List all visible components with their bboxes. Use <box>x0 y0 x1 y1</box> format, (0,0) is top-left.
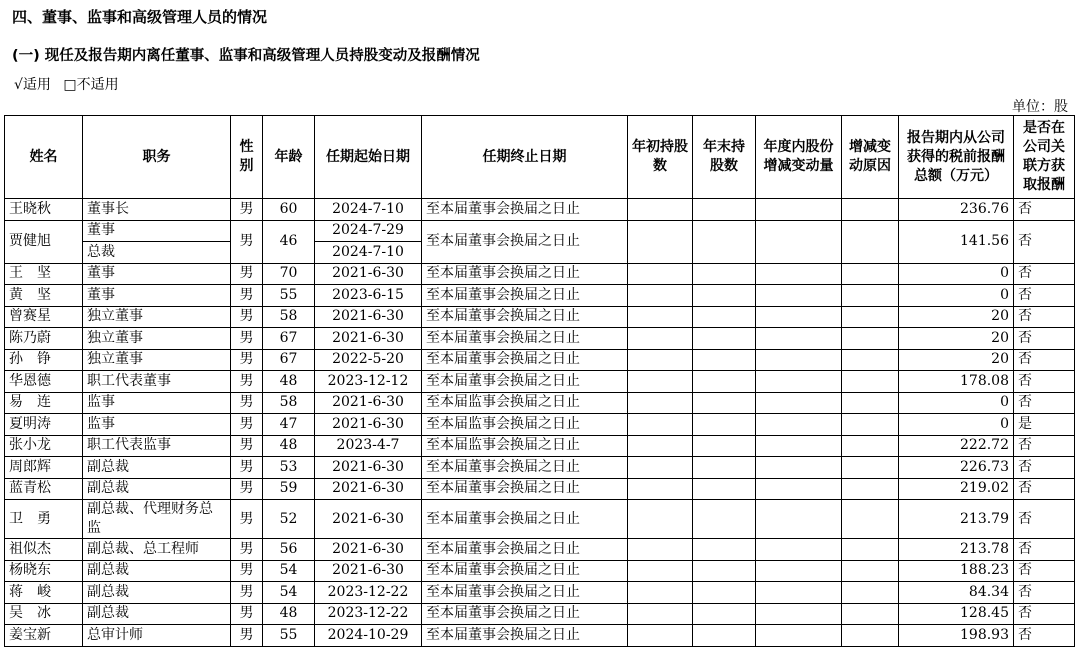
cell-age: 54 <box>263 560 315 582</box>
cell-gender: 男 <box>231 478 263 500</box>
cell-title: 董事 <box>83 263 231 285</box>
cell-end-shares <box>693 263 756 285</box>
cell-start: 2021-6-30 <box>315 263 422 285</box>
cell-pay: 128.45 <box>899 603 1014 625</box>
cell-start: 2021-6-30 <box>315 478 422 500</box>
cell-start-shares <box>628 306 693 328</box>
cell-age: 48 <box>263 371 315 393</box>
table-row <box>5 457 1075 479</box>
cell-age: 67 <box>263 349 315 371</box>
cell-pay: 198.93 <box>899 625 1014 647</box>
cell-start-shares <box>628 582 693 604</box>
cell-related: 否 <box>1014 220 1075 263</box>
cell-pay: 0 <box>899 414 1014 436</box>
cell-related: 否 <box>1014 263 1075 285</box>
cell-end-shares <box>693 199 756 221</box>
cell-age: 70 <box>263 263 315 285</box>
cell-change-reason <box>842 349 899 371</box>
cell-gender: 男 <box>231 285 263 307</box>
cell-start-shares <box>628 478 693 500</box>
cell-related: 否 <box>1014 560 1075 582</box>
cell-start-shares <box>628 414 693 436</box>
cell-start: 2021-6-30 <box>315 392 422 414</box>
cell-end: 至本届董事会换届之日止 <box>422 539 628 561</box>
cell-name: 祖似杰 <box>5 539 83 561</box>
cell-start: 2021-6-30 <box>315 539 422 561</box>
col-header-change-reason: 增减变动原因 <box>842 116 899 199</box>
cell-share-change <box>756 285 842 307</box>
cell-related: 是 <box>1014 414 1075 436</box>
cell-start-shares <box>628 500 693 539</box>
cell-change-reason <box>842 199 899 221</box>
table-row <box>5 328 1075 350</box>
cell-pay: 20 <box>899 328 1014 350</box>
cell-title: 董事长 <box>83 199 231 221</box>
cell-age: 46 <box>263 220 315 263</box>
cell-change-reason <box>842 220 899 263</box>
cell-share-change <box>756 349 842 371</box>
cell-end-shares <box>693 285 756 307</box>
table-row <box>5 582 1075 604</box>
cell-pay: 178.08 <box>899 371 1014 393</box>
cell-age: 53 <box>263 457 315 479</box>
table-row <box>5 371 1075 393</box>
cell-share-change <box>756 392 842 414</box>
cell-end: 至本届董事会换届之日止 <box>422 625 628 647</box>
cell-share-change <box>756 199 842 221</box>
cell-change-reason <box>842 539 899 561</box>
cell-start: 2021-6-30 <box>315 328 422 350</box>
cell-start: 2021-6-30 <box>315 560 422 582</box>
table-row <box>5 414 1075 436</box>
cell-share-change <box>756 457 842 479</box>
cell-share-change <box>756 560 842 582</box>
cell-name: 华恩德 <box>5 371 83 393</box>
cell-gender: 男 <box>231 435 263 457</box>
cell-title: 独立董事 <box>83 306 231 328</box>
cell-start-shares <box>628 457 693 479</box>
cell-gender: 男 <box>231 560 263 582</box>
cell-pay: 226.73 <box>899 457 1014 479</box>
cell-gender: 男 <box>231 625 263 647</box>
cell-start: 2023-6-15 <box>315 285 422 307</box>
cell-title: 董事 <box>83 220 231 242</box>
table-row <box>5 285 1075 307</box>
cell-pay: 141.56 <box>899 220 1014 263</box>
cell-start-shares <box>628 328 693 350</box>
cell-start-shares <box>628 539 693 561</box>
col-header-title: 职务 <box>83 116 231 199</box>
cell-end: 至本届监事会换届之日止 <box>422 435 628 457</box>
cell-end: 至本届董事会换届之日止 <box>422 328 628 350</box>
cell-related: 否 <box>1014 328 1075 350</box>
cell-end: 至本届监事会换届之日止 <box>422 392 628 414</box>
cell-gender: 男 <box>231 349 263 371</box>
cell-title: 副总裁 <box>83 560 231 582</box>
cell-change-reason <box>842 603 899 625</box>
cell-start-shares <box>628 603 693 625</box>
cell-name: 周郎辉 <box>5 457 83 479</box>
cell-end: 至本届董事会换届之日止 <box>422 500 628 539</box>
cell-end: 至本届监事会换届之日止 <box>422 414 628 436</box>
cell-age: 55 <box>263 285 315 307</box>
cell-gender: 男 <box>231 414 263 436</box>
table-row <box>5 603 1075 625</box>
cell-start: 2023-4-7 <box>315 435 422 457</box>
cell-change-reason <box>842 392 899 414</box>
cell-name: 陈乃蔚 <box>5 328 83 350</box>
cell-pay: 213.78 <box>899 539 1014 561</box>
cell-share-change <box>756 582 842 604</box>
cell-title: 独立董事 <box>83 349 231 371</box>
cell-title: 职工代表董事 <box>83 371 231 393</box>
col-header-start-shares: 年初持股数 <box>628 116 693 199</box>
cell-age: 60 <box>263 199 315 221</box>
cell-pay: 0 <box>899 263 1014 285</box>
cell-related: 否 <box>1014 392 1075 414</box>
table-row <box>5 349 1075 371</box>
table-row <box>5 220 1075 242</box>
cell-title: 副总裁 <box>83 478 231 500</box>
cell-gender: 男 <box>231 539 263 561</box>
cell-age: 67 <box>263 328 315 350</box>
not-applicable-option: □不适用 <box>63 77 119 93</box>
cell-title: 监事 <box>83 392 231 414</box>
cell-end: 至本届董事会换届之日止 <box>422 306 628 328</box>
cell-start-shares <box>628 392 693 414</box>
table-row <box>5 306 1075 328</box>
table-row <box>5 392 1075 414</box>
cell-gender: 男 <box>231 603 263 625</box>
cell-end-shares <box>693 392 756 414</box>
cell-start: 2024-7-10 <box>315 242 422 264</box>
cell-related: 否 <box>1014 371 1075 393</box>
col-header-related-pay: 是否在公司关联方获取报酬 <box>1014 116 1075 199</box>
cell-title: 副总裁、总工程师 <box>83 539 231 561</box>
cell-end: 至本届董事会换届之日止 <box>422 582 628 604</box>
table-row <box>5 625 1075 647</box>
cell-start-shares <box>628 199 693 221</box>
table-header-row <box>5 116 1075 199</box>
cell-share-change <box>756 263 842 285</box>
col-header-name: 姓名 <box>5 116 83 199</box>
cell-name: 夏明涛 <box>5 414 83 436</box>
cell-related: 否 <box>1014 500 1075 539</box>
cell-change-reason <box>842 371 899 393</box>
cell-end: 至本届董事会换届之日止 <box>422 371 628 393</box>
cell-gender: 男 <box>231 306 263 328</box>
cell-share-change <box>756 625 842 647</box>
cell-age: 52 <box>263 500 315 539</box>
cell-related: 否 <box>1014 625 1075 647</box>
cell-title: 副总裁 <box>83 457 231 479</box>
cell-age: 48 <box>263 603 315 625</box>
cell-share-change <box>756 603 842 625</box>
cell-name: 卫 勇 <box>5 500 83 539</box>
cell-pay: 84.34 <box>899 582 1014 604</box>
cell-end: 至本届董事会换届之日止 <box>422 478 628 500</box>
cell-start: 2024-10-29 <box>315 625 422 647</box>
cell-start-shares <box>628 220 693 263</box>
cell-related: 否 <box>1014 478 1075 500</box>
cell-start-shares <box>628 371 693 393</box>
cell-name: 姜宝新 <box>5 625 83 647</box>
col-header-pay: 报告期内从公司获得的税前报酬总额（万元） <box>899 116 1014 199</box>
cell-end-shares <box>693 435 756 457</box>
cell-end-shares <box>693 478 756 500</box>
cell-end: 至本届董事会换届之日止 <box>422 220 628 263</box>
executives-table <box>4 115 1075 647</box>
cell-name: 曾赛星 <box>5 306 83 328</box>
cell-title: 总审计师 <box>83 625 231 647</box>
cell-age: 54 <box>263 582 315 604</box>
table-row <box>5 560 1075 582</box>
cell-end: 至本届董事会换届之日止 <box>422 263 628 285</box>
unit-label: 单位：股 <box>1012 99 1068 115</box>
cell-age: 48 <box>263 435 315 457</box>
cell-name: 吴 冰 <box>5 603 83 625</box>
cell-share-change <box>756 435 842 457</box>
cell-pay: 20 <box>899 306 1014 328</box>
col-header-gender: 性别 <box>231 116 263 199</box>
section-heading: 四、董事、监事和高级管理人员的情况 <box>12 8 268 26</box>
cell-end: 至本届董事会换届之日止 <box>422 560 628 582</box>
cell-share-change <box>756 500 842 539</box>
table-body <box>5 199 1075 647</box>
cell-change-reason <box>842 500 899 539</box>
cell-name: 杨晓东 <box>5 560 83 582</box>
cell-gender: 男 <box>231 582 263 604</box>
cell-start-shares <box>628 285 693 307</box>
cell-share-change <box>756 306 842 328</box>
cell-start-shares <box>628 560 693 582</box>
cell-change-reason <box>842 625 899 647</box>
cell-share-change <box>756 328 842 350</box>
table-row <box>5 500 1075 539</box>
cell-name: 易 连 <box>5 392 83 414</box>
table-row <box>5 435 1075 457</box>
cell-related: 否 <box>1014 603 1075 625</box>
cell-change-reason <box>842 263 899 285</box>
cell-start-shares <box>628 435 693 457</box>
cell-gender: 男 <box>231 392 263 414</box>
cell-share-change <box>756 478 842 500</box>
cell-change-reason <box>842 414 899 436</box>
cell-pay: 222.72 <box>899 435 1014 457</box>
cell-end-shares <box>693 560 756 582</box>
cell-name: 贾健旭 <box>5 220 83 263</box>
cell-name: 蓝青松 <box>5 478 83 500</box>
cell-end-shares <box>693 625 756 647</box>
cell-age: 59 <box>263 478 315 500</box>
cell-change-reason <box>842 435 899 457</box>
table-row <box>5 199 1075 221</box>
applicability-options <box>14 74 127 94</box>
cell-gender: 男 <box>231 457 263 479</box>
cell-name: 黄 坚 <box>5 285 83 307</box>
cell-title: 独立董事 <box>83 328 231 350</box>
cell-start-shares <box>628 349 693 371</box>
cell-change-reason <box>842 328 899 350</box>
cell-share-change <box>756 414 842 436</box>
cell-name: 孙 铮 <box>5 349 83 371</box>
cell-start: 2021-6-30 <box>315 306 422 328</box>
col-header-age: 年龄 <box>263 116 315 199</box>
cell-end-shares <box>693 328 756 350</box>
cell-change-reason <box>842 285 899 307</box>
cell-start: 2024-7-29 <box>315 220 422 242</box>
cell-age: 47 <box>263 414 315 436</box>
cell-title: 总裁 <box>83 242 231 264</box>
cell-age: 58 <box>263 306 315 328</box>
cell-title: 监事 <box>83 414 231 436</box>
cell-change-reason <box>842 478 899 500</box>
applicable-option: √适用 <box>14 77 51 93</box>
cell-end-shares <box>693 500 756 539</box>
cell-end-shares <box>693 220 756 263</box>
cell-title: 副总裁 <box>83 582 231 604</box>
cell-gender: 男 <box>231 263 263 285</box>
cell-title: 董事 <box>83 285 231 307</box>
cell-change-reason <box>842 560 899 582</box>
cell-gender: 男 <box>231 199 263 221</box>
cell-start-shares <box>628 263 693 285</box>
cell-end: 至本届董事会换届之日止 <box>422 457 628 479</box>
subsection-heading: (一) 现任及报告期内离任董事、监事和高级管理人员持股变动及报酬情况 <box>12 48 480 64</box>
cell-gender: 男 <box>231 500 263 539</box>
cell-name: 蒋 峻 <box>5 582 83 604</box>
cell-end: 至本届董事会换届之日止 <box>422 603 628 625</box>
cell-end-shares <box>693 306 756 328</box>
cell-pay: 20 <box>899 349 1014 371</box>
cell-related: 否 <box>1014 349 1075 371</box>
cell-gender: 男 <box>231 328 263 350</box>
cell-end: 至本届董事会换届之日止 <box>422 199 628 221</box>
table-row <box>5 539 1075 561</box>
table-row <box>5 263 1075 285</box>
cell-related: 否 <box>1014 457 1075 479</box>
cell-end-shares <box>693 539 756 561</box>
cell-share-change <box>756 220 842 263</box>
cell-name: 王 坚 <box>5 263 83 285</box>
cell-related: 否 <box>1014 306 1075 328</box>
cell-share-change <box>756 539 842 561</box>
cell-title: 副总裁 <box>83 603 231 625</box>
cell-pay: 219.02 <box>899 478 1014 500</box>
cell-pay: 188.23 <box>899 560 1014 582</box>
cell-start: 2021-6-30 <box>315 500 422 539</box>
cell-end-shares <box>693 371 756 393</box>
cell-change-reason <box>842 306 899 328</box>
cell-start: 2023-12-22 <box>315 582 422 604</box>
cell-end-shares <box>693 457 756 479</box>
cell-related: 否 <box>1014 285 1075 307</box>
cell-start: 2023-12-22 <box>315 603 422 625</box>
cell-related: 否 <box>1014 435 1075 457</box>
cell-end: 至本届董事会换届之日止 <box>422 285 628 307</box>
cell-related: 否 <box>1014 582 1075 604</box>
col-header-share-change: 年度内股份增减变动量 <box>756 116 842 199</box>
cell-start-shares <box>628 625 693 647</box>
cell-title: 职工代表监事 <box>83 435 231 457</box>
cell-share-change <box>756 371 842 393</box>
cell-start: 2023-12-12 <box>315 371 422 393</box>
cell-pay: 0 <box>899 392 1014 414</box>
col-header-end-shares: 年末持股数 <box>693 116 756 199</box>
col-header-start: 任期起始日期 <box>315 116 422 199</box>
cell-name: 张小龙 <box>5 435 83 457</box>
cell-start: 2022-5-20 <box>315 349 422 371</box>
cell-age: 56 <box>263 539 315 561</box>
cell-pay: 0 <box>899 285 1014 307</box>
cell-name: 王晓秋 <box>5 199 83 221</box>
cell-related: 否 <box>1014 199 1075 221</box>
cell-start: 2021-6-30 <box>315 414 422 436</box>
cell-end-shares <box>693 414 756 436</box>
cell-age: 55 <box>263 625 315 647</box>
cell-change-reason <box>842 582 899 604</box>
cell-pay: 213.79 <box>899 500 1014 539</box>
cell-age: 58 <box>263 392 315 414</box>
cell-end-shares <box>693 349 756 371</box>
cell-end-shares <box>693 603 756 625</box>
cell-change-reason <box>842 457 899 479</box>
cell-title: 副总裁、代理财务总监 <box>83 500 231 539</box>
cell-start: 2021-6-30 <box>315 457 422 479</box>
cell-end-shares <box>693 582 756 604</box>
cell-pay: 236.76 <box>899 199 1014 221</box>
table-row <box>5 478 1075 500</box>
cell-gender: 男 <box>231 220 263 263</box>
cell-start: 2024-7-10 <box>315 199 422 221</box>
col-header-end: 任期终止日期 <box>422 116 628 199</box>
cell-gender: 男 <box>231 371 263 393</box>
cell-related: 否 <box>1014 539 1075 561</box>
cell-end: 至本届董事会换届之日止 <box>422 349 628 371</box>
